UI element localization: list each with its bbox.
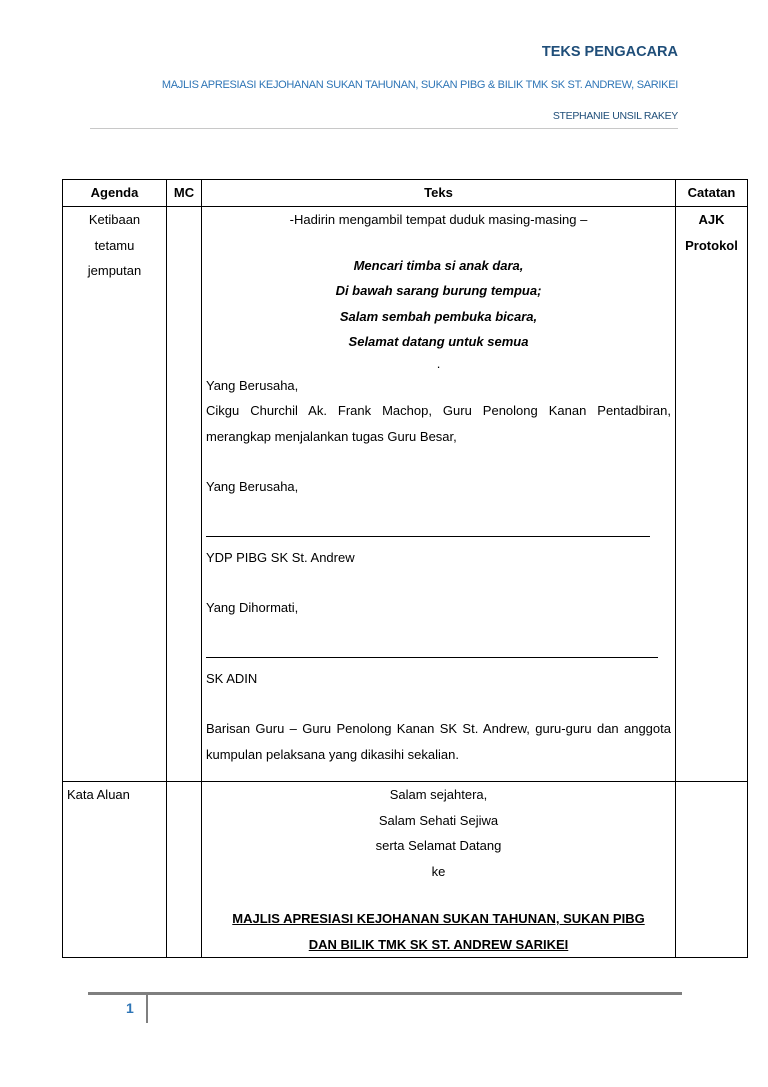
event-title-line: DAN BILIK TMK SK ST. ANDREW SARIKEI	[308, 936, 569, 952]
name-blank-line	[206, 657, 658, 658]
agenda-cell	[63, 782, 167, 958]
separator-dot: .	[436, 355, 441, 371]
mc-cell	[167, 782, 202, 958]
name-blank-line	[206, 536, 650, 537]
seating-instruction: -Hadirin mengambil tempat duduk masing-masing –	[289, 212, 588, 227]
table-row	[63, 782, 748, 958]
guest-title: YDP PIBG SK St. Andrew	[206, 549, 355, 565]
event-name: MAJLIS APRESIASI KEJOHANAN SUKAN TAHUNAN, SUKAN PIBG & BILIK TMK SK ST. ANDREW, SARIKEI	[161, 79, 678, 91]
catatan-cell	[676, 207, 748, 782]
author-name: STEPHANIE UNSIL RAKEY	[552, 110, 678, 122]
closing-salutation: Barisan Guru – Guru Penolong Kanan SK St. Andrew, guru-guru dan anggota kumpulan pelaksana yang dikasihi sekalian.	[206, 721, 671, 762]
table-row	[63, 207, 748, 782]
footer-divider	[88, 992, 682, 995]
document-title: TEKS PENGACARA	[541, 44, 678, 60]
column-header-teks: Teks	[202, 180, 676, 207]
teks-cell	[202, 782, 676, 958]
agenda-line: Kata Aluan	[67, 787, 130, 802]
agenda-line: jemputan	[87, 263, 142, 278]
guest-salutation: Yang Berusaha,	[206, 479, 299, 494]
table-header-row	[63, 180, 748, 207]
guest-salutation: Yang Dihormati,	[206, 600, 299, 615]
agenda-cell	[63, 207, 167, 782]
pantun-line: Di bawah sarang burung tempua;	[335, 283, 542, 298]
agenda-line: Ketibaan	[88, 212, 141, 227]
event-title-line: MAJLIS APRESIASI KEJOHANAN SUKAN TAHUNAN, SUKAN PIBG	[232, 911, 645, 926]
pantun-line: Selamat datang untuk semua	[348, 334, 529, 349]
greeting-line: serta Selamat Datang	[375, 838, 502, 853]
guest-salutation: Yang Berusaha,	[206, 377, 299, 393]
column-header-mc: MC	[167, 180, 202, 207]
greeting-line: ke	[431, 863, 446, 879]
greeting-line: Salam Sehati Sejiwa	[378, 812, 499, 828]
pantun-line: Salam sembah pembuka bicara,	[339, 308, 538, 324]
pantun-line: Mencari timba si anak dara,	[353, 257, 524, 273]
agenda-line: tetamu	[94, 237, 135, 253]
mc-cell	[167, 207, 202, 782]
script-table	[62, 179, 748, 958]
teks-cell	[202, 207, 676, 782]
footer-vertical-bar	[146, 994, 148, 1023]
note-line: AJK	[698, 212, 725, 227]
guest-name: Cikgu Churchil Ak. Frank Machop, Guru Penolong Kanan Pentadbiran, merangkap menjalankan tugas Guru Besar,	[206, 403, 671, 444]
column-header-catatan: Catatan	[676, 180, 748, 207]
catatan-cell	[676, 782, 748, 958]
guest-title: SK ADIN	[206, 670, 258, 686]
header-divider	[90, 128, 678, 129]
page-number: 1	[126, 1000, 134, 1016]
greeting-line: Salam sejahtera,	[389, 787, 488, 802]
column-header-agenda: Agenda	[63, 180, 167, 207]
note-line: Protokol	[685, 237, 738, 253]
